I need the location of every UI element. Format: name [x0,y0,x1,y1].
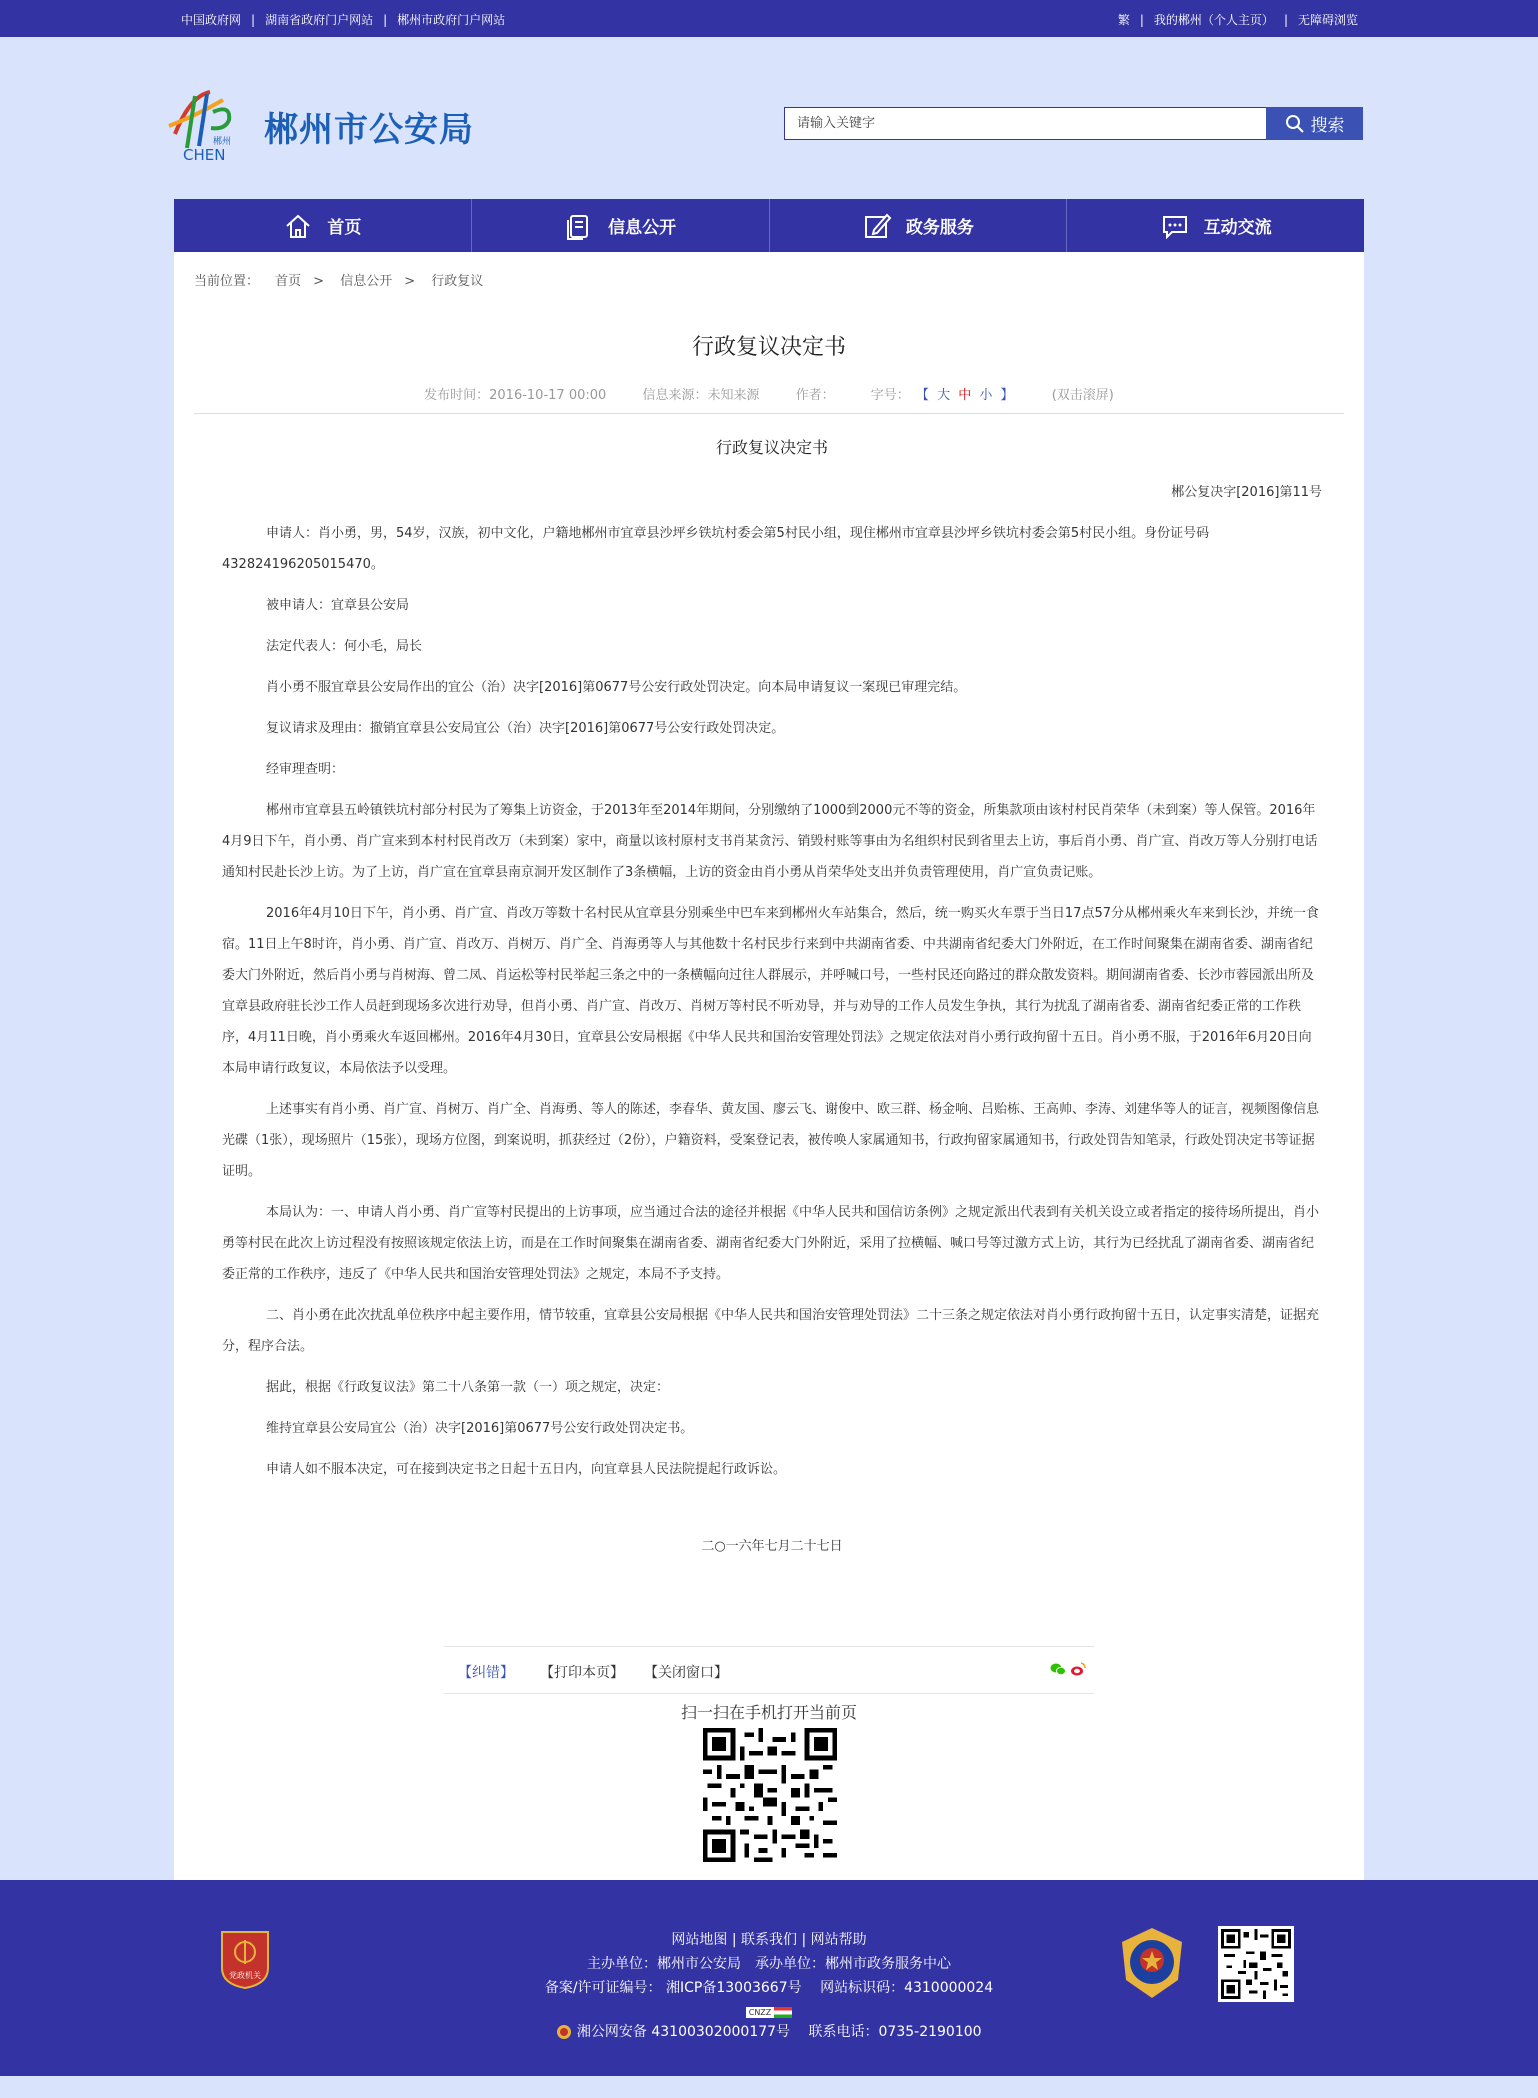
font-size-label: 字号： [870,388,910,403]
paragraph-summary: 肖小勇不服宜章县公安局作出的宜公（治）决字[2016]第0677号公安行政处罚决定。向本局申请复议一案现已审理完结。 [266,680,967,695]
search-button-label: 搜索 [1310,116,1345,136]
edit-icon [862,211,892,241]
correct-button[interactable]: 【纠错】 [458,1665,514,1681]
cnzz-badge[interactable] [0,2000,1538,2020]
bracket: 【 [915,388,929,403]
paragraph-findings-2: 2016年4月10日下午，肖小勇、肖广宣、肖改万等数十名村民从宜章县分别乘坐中巴车来到郴州火车站集合，然后，统一购买火车票于当日17点57分从郴州乘火车来到长沙，并统一食宿。11日上午8时许，肖小勇、肖广宣、肖改万、肖树万、肖广全、肖海勇等人与其他数十名村民步行来到中共湖南省委、中共湖南省纪委大门外附近，在工作时间聚集在湖南省委、湖南省纪委大门外附近，然后肖小勇与肖树海、曾二凤、肖运松等村民举起三条之中的一条横幅向过往人群展示，并呼喊口号，一些村民还向路过的群众散发资料。期间湖南省委、长沙市蓉园派出所及宜章县政府驻长沙工作人员赶到现场多次进行劝导，但肖小勇、肖广宣、肖改万、肖树万等村民不听劝导，并与劝导的工作人员发生争执，其行为扰乱了湖南省委、湖南省纪委正常的工作秩序，4月11日晚，肖小勇乘火车返回郴州。2016年4月30日，宜章县公安局根据《中华人民共和国治安管理处罚法》之规定依法对肖小勇行政拘留十五日。肖小勇不服，于2016年6月20日向本局申请行政复议，本局依法予以受理。 [222,906,1319,1076]
nav-item-interaction[interactable] [1067,199,1364,252]
paragraph-respondent: 被申请人：宜章县公安局 [266,598,410,613]
nav-item-home[interactable] [174,199,472,252]
paragraph-findings-heading: 经审理查明： [266,762,345,777]
decision-date: 二○一六年七月二十七日 [701,1539,843,1554]
nav-item-label: 互动交流 [1203,218,1272,238]
separator: | [1283,13,1288,27]
footer-icp: 备案/许可证编号： 湘ICP备13003667号 网站标识码：4310000024 [544,1980,994,1996]
nav-item-info-public[interactable] [472,199,770,252]
qr-code-page [703,1728,837,1862]
document-icon [564,211,594,241]
paragraph-decision: 维持宜章县公安局宜公（治）决字[2016]第0677号公安行政处罚决定书。 [266,1421,694,1436]
close-window-button[interactable]: 【关闭窗口】 [644,1665,728,1681]
search-icon [1285,114,1305,134]
separator: | [383,13,388,27]
paragraph-applicant: 申请人：肖小勇，男，54岁，汉族，初中文化，户籍地郴州市宜章县沙坪乡铁坑村委会第5村民小组，现住郴州市宜章县沙坪乡铁坑村委会第5村民小组。身份证号码432824196205015470。 [222,526,1210,572]
font-size-big[interactable]: 大 [937,388,951,403]
footer-host: 主办单位：郴州市公安局 承办单位：郴州市政务服务中心 [587,1956,951,1972]
font-size-medium[interactable]: 中 [958,388,972,403]
top-bar [0,0,1538,37]
cnzz-stripes-icon [774,2007,792,2018]
print-button[interactable]: 【打印本页】 [540,1665,624,1681]
link-accessibility[interactable]: 无障碍浏览 [1297,13,1358,27]
link-traditional[interactable]: 繁 [1117,13,1130,27]
breadcrumb [194,270,495,289]
search-button[interactable] [1266,107,1363,140]
badge-text: 党政机关 [229,1971,261,1980]
link-china-gov[interactable]: 中国政府网 [181,13,242,27]
paragraph-findings-1: 郴州市宜章县五岭镇铁坑村部分村民为了筹集上访资金，于2013年至2014年期间，分别缴纳了1000到2000元不等的资金，所集款项由该村村民肖荣华（未到案）等人保管。2016年4月9日下午，肖小勇、肖广宣来到本村村民肖改万（未到案）家中，商量以该村原村支书肖某贪污、销毁村账等事由为名组织村民到省里去上访，事后肖小勇、肖广宣、肖改万等人分别打电话通知村民赴长沙上访。为了上访，肖广宣在宜章县南京洞开发区制作了3条横幅，上访的资金由肖小勇从肖荣华处支出并负责管理使用，肖广宣负责记账。 [222,803,1318,880]
breadcrumb-item-review[interactable]: 行政复议 [431,274,484,289]
home-icon [283,211,313,241]
author: 作者： [795,388,835,403]
paragraph-appeal: 申请人如不服本决定，可在接到决定书之日起十五日内，向宜章县人民法院提起行政诉讼。 [266,1462,787,1477]
chenzhou-logo-icon [165,86,255,162]
police-emblem-icon [1112,1924,1192,2004]
logo-en-text: CHEN [183,146,226,162]
cnzz-text: CNZZ [746,2007,775,2018]
separator: | [1139,13,1144,27]
footer [0,1880,1538,2076]
link-hunan-gov[interactable]: 湖南省政府门户网站 [265,13,374,27]
link-chenzhou-gov[interactable]: 郴州市政府门户网站 [397,13,506,27]
nav-item-label: 政务服务 [905,218,974,238]
info-source: 信息来源：未知来源 [642,388,760,403]
top-links-left [181,11,505,28]
wechat-icon[interactable] [1050,1661,1066,1677]
footer-psb-text: 湘公网安备 43100302000177号 联系电话：0735-2190100 [576,2024,982,2040]
main-content [174,252,1364,1880]
font-size-options [914,388,1020,403]
article-body [222,432,1322,1562]
document-number: 郴公复决字[2016]第11号 [1171,485,1322,500]
share-icons [1050,1661,1086,1677]
footer-info [0,1928,1538,2044]
font-size-small[interactable]: 小 [979,388,993,403]
article-heading: 行政复议决定书 [715,438,828,457]
scan-qr-text: 扫一扫在手机打开当前页 [680,1703,857,1722]
page-title: 行政复议决定书 [691,335,846,360]
bracket: 】 [1000,388,1014,403]
search-input[interactable]: 请输入关键字 [784,107,1266,140]
link-my-chenzhou[interactable]: 我的郴州（个人主页） [1153,13,1274,27]
footer-psb [0,2020,1538,2044]
top-links-right [1118,11,1358,28]
paragraph-opinion-1: 本局认为：一、申请人肖小勇、肖广宣等村民提出的上访事项，应当通过合法的途径并根据《中华人民共和国信访条例》之规定派出代表到有关机关设立或者指定的接待场所提出，肖小勇等村民在此次上访过程没有按照该规定依法上访，而是在工作时间聚集在湖南省委、湖南省纪委大门外附近，采用了拉横幅、喊口号等过激方式上访，其行为已经扰乱了湖南省委、湖南省纪委正常的工作秩序，违反了《中华人民共和国治安管理处罚法》之规定，本局不予支持。 [222,1205,1320,1282]
font-size-control [871,388,1020,403]
separator: | [251,13,256,27]
weibo-icon[interactable] [1070,1661,1086,1677]
main-nav [174,199,1364,252]
logo-small-text: 郴州 [213,137,232,147]
qr-code-footer [1218,1926,1294,2002]
police-badge-small-icon [556,2024,572,2040]
article-meta [194,384,1344,414]
nav-item-gov-service[interactable] [770,199,1068,252]
breadcrumb-prefix: 当前位置： [194,274,260,289]
breadcrumb-separator: > [404,274,416,289]
chat-icon [1160,211,1190,241]
paragraph-basis: 据此，根据《行政复议法》第二十八条第一款（一）项之规定，决定： [266,1380,670,1395]
article-tools [444,1646,1094,1694]
site-name: 郴州市公安局 [264,110,474,150]
nav-item-label: 信息公开 [608,218,677,238]
breadcrumb-separator: > [313,274,325,289]
paragraph-request: 复议请求及理由：撤销宜章县公安局宜公（治）决字[2016]第0677号公安行政处罚决定。 [266,721,785,736]
paragraph-opinion-2: 二、肖小勇在此次扰乱单位秩序中起主要作用，情节较重，宜章县公安局根据《中华人民共和国治安管理处罚法》二十三条之规定依法对肖小勇行政拘留十五日，认定事实清楚，证据充分，程序合法。 [222,1308,1320,1354]
publish-time: 发布时间：2016-10-17 00:00 [424,388,607,403]
bottom-strip [0,2076,1538,2098]
paragraph-legal-rep: 法定代表人：何小毛，局长 [266,639,423,654]
footer-links[interactable]: 网站地图 | 联系我们 | 网站帮助 [671,1932,867,1948]
nav-item-label: 首页 [327,218,362,238]
breadcrumb-item-info[interactable]: 信息公开 [340,274,393,289]
breadcrumb-item-home[interactable]: 首页 [275,274,302,289]
double-click-scroll: (双击滚屏) [1051,388,1114,403]
paragraph-evidence: 上述事实有肖小勇、肖广宣、肖树万、肖广全、肖海勇、等人的陈述，李春华、黄友国、廖云飞、谢俊中、欧三群、杨金响、吕贻栋、王高帅、李涛、刘建华等人的证言，视频图像信息光碟（1张），现场照片（15张），现场方位图，到案说明，抓获经过（2份），户籍资料，受案登记表，被传唤人家属通知书，行政拘留家属通知书，行政处罚告知笔录，行政处罚决定书等证据证明。 [222,1102,1320,1179]
